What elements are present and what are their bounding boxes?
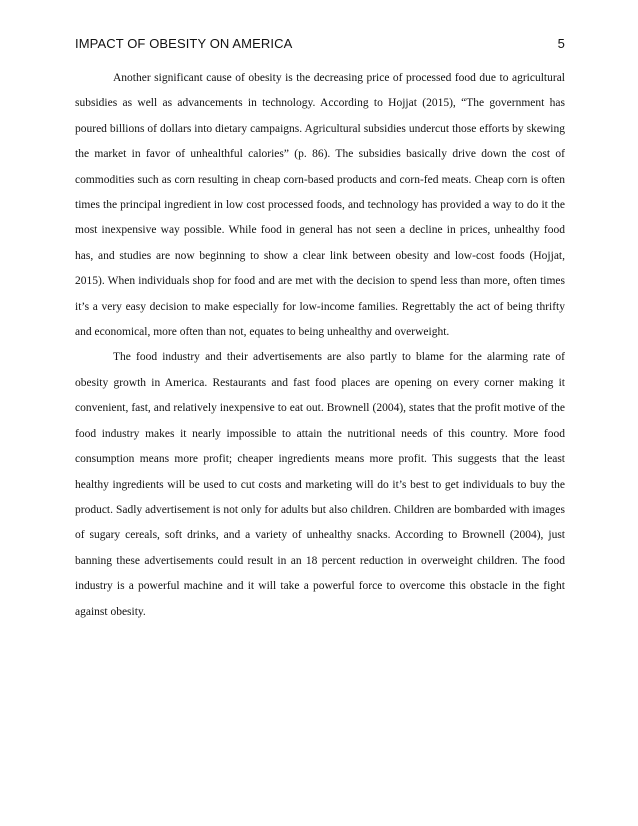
paragraph-subsidies: Another significant cause of obesity is the decreasing price of processed food due to agricultural subsidies as well as advancements in technology. According to Hojjat (2015), “The government has poured billions of dollars into dietary campaigns. Agricultural subsidies undercut those efforts by skewing the market in favor of unhealthful calories” (p. 86). The subsidies basically drive down the cost of commodities such as corn resulting in cheap corn-based products and corn-fed meats. Cheap corn is often times the principal ingredient in low cost processed foods, and technology has provided a way to do it the most inexpensive way possible. While food in general has not seen a decline in prices, unhealthy food has, and studies are now beginning to show a clear link between obesity and low-cost foods (Hojjat, 2015). When individuals shop for food and are met with the decision to spend less than more, often times it’s a very easy decision to make especially for low-income families. Regrettably the act of being thrifty and economical, more often than not, equates to being unhealthy and overweight. xyxy=(75,72,565,339)
paragraph-food-industry: The food industry and their advertisements are also partly to blame for the alarming rate of obesity growth in America. Restaurants and fast food places are opening on every corner making it convenient, fast, and relatively inexpensive to eat out. Brownell (2004), states that the profit motive of the food industry makes it nearly impossible to attain the nutritional needs of this country. More food consumption means more profit; cheaper ingredients means more profit. This suggests that the least healthy ingredients will be used to cut costs and marketing will do it’s best to get individuals to buy the product. Sadly advertisement is not only for adults but also children. Children are bombarded with images of sugary cereals, soft drinks, and a variety of unhealthy snacks. According to Brownell (2004), just banning these advertisements could result in an 18 percent reduction in overweight children. The food industry is a powerful machine and it will take a powerful force to overcome this obstacle in the fight against obesity. xyxy=(75,351,565,618)
running-head xyxy=(75,36,565,54)
body-text xyxy=(75,66,565,625)
header-title: IMPACT OF OBESITY ON AMERICA xyxy=(75,36,293,51)
page-number: 5 xyxy=(557,36,565,51)
